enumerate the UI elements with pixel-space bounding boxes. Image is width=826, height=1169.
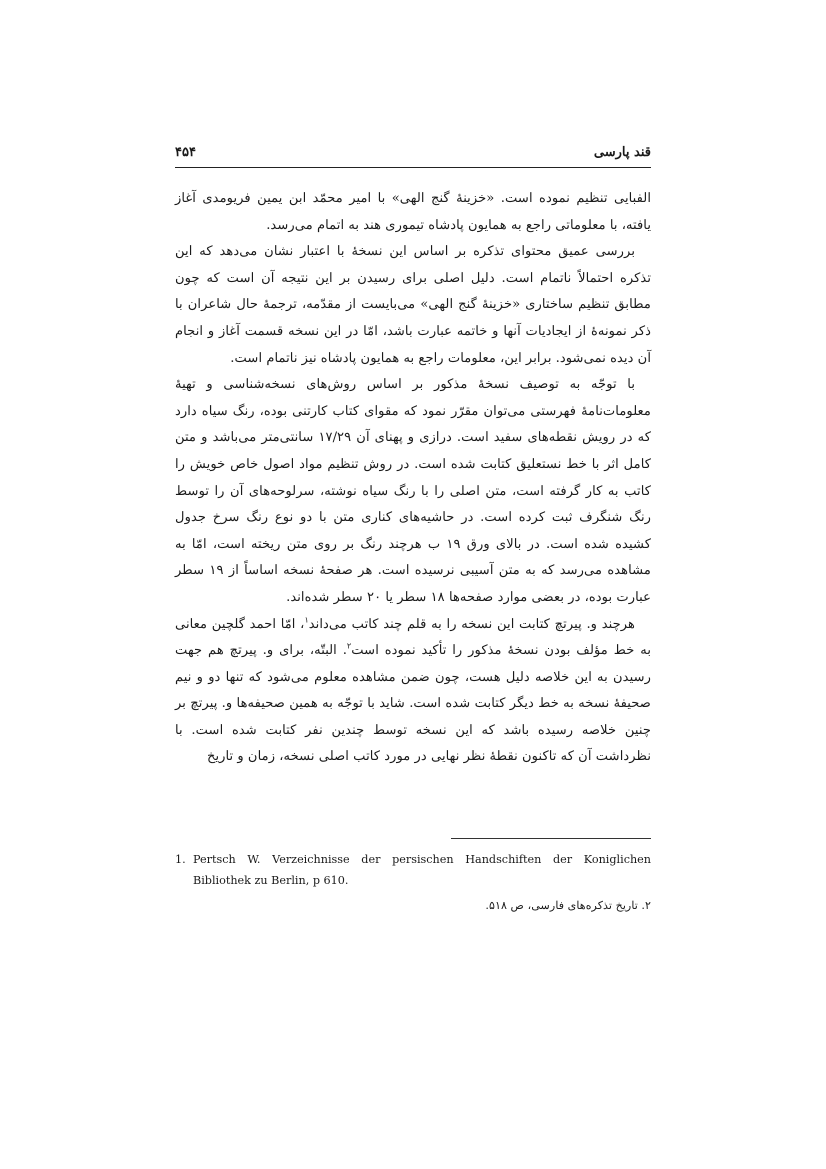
footnote-1	[175, 849, 651, 891]
body-paragraph	[175, 186, 651, 239]
footnote-2	[175, 895, 651, 916]
paragraph-text: هرچند و. پیرتچ کتابت این نسخه را به قلم چند کاتب می‌داند	[308, 616, 635, 632]
paragraph-text: بررسی عمیق محتوای تذکره بر اساس این نسخهٔ با اعتبار نشان می‌دهد که این تذکره احتمالاً ناتمام است. دلیل اصلی برای رسیدن بر این نتیجه آن است که چون مطابق تنظیم ساختاری «خزینهٔ گنج الهی» می‌بایست از مقدّمه، ترجمهٔ حال شاعران با ذکر نمونه‌هٔ از ایجادیات آنها و خاتمه عبارت باشد، امّا در این نسخه قسمت آغاز و انجام آن دیده نمی‌شود. برابر این، معلومات راجع به همایون پادشاه نیز ناتمام است.	[175, 244, 651, 366]
footnote-number: 1.	[175, 853, 186, 866]
footnote-ref: ۲	[346, 641, 352, 651]
paragraph-text: الفبایی تنظیم نموده است. «خزینهٔ گنج الهی» با امیر محمّد ابن یمین فریومدی آغاز یافته، با معلوماتی راجع به همایون پادشاه تیموری هند به اتمام می‌رسد.	[175, 191, 651, 233]
paragraph-text: با توجّه به توصیف نسخهٔ مذکور بر اساس روش‌های نسخه‌شناسی و تهیهٔ معلومات‌نامهٔ فهرستی می‌توان مقرّر نمود که مقوای کتاب کارتنی بوده، رنگ سیاه دارد که در رویش نقطه‌های سفید است. درازی و پهنای آن ۱۷/۲۹ سانتی‌متر می‌باشد و متن کامل اثر با خط نستعلیق کتابت شده است. در روش تنظیم مواد اصول خاص خویش را کاتب به کار گرفته است، متن اصلی را با رنگ سیاه نوشته، سرلوحه‌های آن را توسط رنگ شنگرف ثبت کرده است. در حاشیه‌های کناری متن با دو نوع رنگ سرخ جدول کشیده شده است. در بالای ورق ۱۹ ب هرچند رنگ بر روی متن ریخته است، امّا به مشاهده می‌رسد که به متن آسیبی نرسیده است. هر صفحهٔ نسخه اساساً از ۱۹ سطر عبارت بوده، در بعضی موارد صفحه‌ها ۱۸ سطر یا ۲۰ سطر شده‌اند.	[175, 377, 651, 605]
body-paragraph	[175, 239, 651, 372]
footnote-separator	[451, 838, 651, 839]
footnote-number: ۲.	[641, 899, 651, 912]
page-number: ۴۵۴	[175, 145, 196, 160]
paragraph-text: ، امّا احمد گلچین معانی به خط مؤلف بودن نسخهٔ مذکور را تأکید نموده است	[175, 616, 651, 659]
footnote-text: تاریخ تذکره‌های فارسی، ص ۵۱۸.	[485, 899, 638, 912]
running-head: قند پارسی	[593, 145, 651, 160]
paragraph-text: . البتّه، برای و. پیرتچ هم جهت رسیدن به این خلاصه دلیل هست، چون ضمن مشاهده معلوم می‌شود که تنها دو و نیم صحیفهٔ نسخه به خط دیگر کتابت شده است. شاید با توجّه به همین صحیفه‌ها و. پیرتچ بر چنین خلاصه رسیده باشد که این نسخه توسط چندین نفر کتابت شده است. با نظرداشت آن که تاکنون نقطهٔ نظر نهایی در مورد کاتب اصلی نسخه، زمان و تاریخ	[175, 643, 651, 765]
page-header	[175, 143, 651, 168]
body-paragraph	[175, 612, 651, 772]
footnotes	[175, 849, 651, 916]
footnote-text: Pertsch W. Verzeichnisse der persischen Handschiften der Koniglichen Bibliothek zu Berlin, p 610.	[193, 853, 651, 887]
body-paragraph	[175, 372, 651, 611]
footnote-ref: ۱	[304, 615, 309, 625]
body-text	[175, 186, 651, 771]
